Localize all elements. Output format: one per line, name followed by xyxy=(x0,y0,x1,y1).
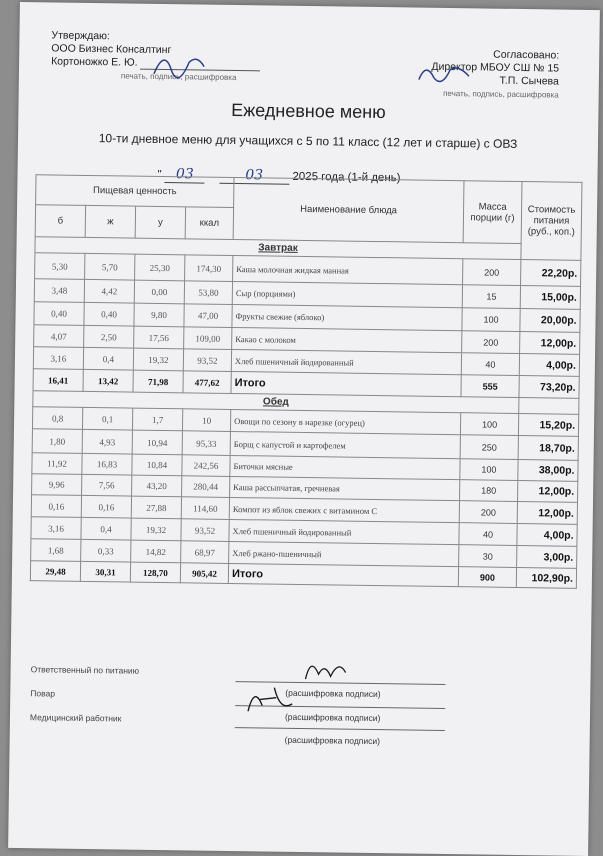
total-fat: 30,31 xyxy=(80,561,130,582)
cook-label: Повар xyxy=(30,688,56,699)
dish-name: Хлеб ржано-пшеничный xyxy=(229,541,459,566)
total-cost: 73,20р. xyxy=(519,376,579,399)
carb-cell: 9,80 xyxy=(134,303,184,327)
cook-signature xyxy=(240,681,300,718)
carb-cell: 17,56 xyxy=(134,326,184,349)
protein-cell: 11,92 xyxy=(32,453,82,475)
approval-heading: Утверждаю: xyxy=(51,29,110,43)
lunch-rows xyxy=(31,407,579,569)
protein-cell: 1,80 xyxy=(32,429,82,454)
page-title: Ежедневное меню xyxy=(231,99,386,123)
responsible-decode: (расшифровка подписи) xyxy=(285,687,381,700)
fat-cell: 16,83 xyxy=(82,453,132,475)
mass-cell: 200 xyxy=(462,331,520,354)
approval-name: Кортоножко Е. Ю. xyxy=(51,55,138,69)
lunch-section: Обед xyxy=(33,391,519,414)
fat-cell: 0,16 xyxy=(81,495,131,518)
responsible-signature xyxy=(300,654,350,685)
kcal-cell: 242,56 xyxy=(182,455,230,477)
protein-cell: 0,16 xyxy=(31,495,81,518)
protein-cell: 3,48 xyxy=(34,279,84,303)
carb-cell: 10,84 xyxy=(132,454,182,476)
menu-document xyxy=(8,2,600,856)
total-label: Итого xyxy=(231,371,461,396)
kcal-cell: 93,52 xyxy=(183,349,231,372)
carb-cell: 0,00 xyxy=(134,280,184,304)
kcal-cell: 93,52 xyxy=(181,519,229,542)
protein-cell: 0,40 xyxy=(34,302,84,326)
breakfast-section: Завтрак xyxy=(35,237,521,260)
total-fat: 13,42 xyxy=(83,369,133,392)
kcal-cell: 174,30 xyxy=(185,255,233,282)
date-month: 03 xyxy=(219,167,289,185)
cost-cell: 4,00р. xyxy=(517,523,577,546)
kcal-cell: 68,97 xyxy=(181,541,229,564)
mass-cell: 100 xyxy=(462,308,520,332)
kcal-cell: 95,33 xyxy=(182,431,230,456)
carb-header: у xyxy=(135,206,185,239)
breakfast-rows xyxy=(33,253,581,377)
medic-signature-line xyxy=(235,727,445,731)
dish-name: Компот из яблок свежих с витамином С xyxy=(229,497,459,522)
dish-name: Сыр (порциями) xyxy=(232,281,462,307)
date-quote: " xyxy=(157,168,162,181)
dish-name: Биточки мясные xyxy=(230,455,460,479)
cost-cell: 22,20р. xyxy=(521,260,581,287)
protein-cell: 3,16 xyxy=(31,517,81,540)
dish-name: Хлеб пшеничный йодированный xyxy=(231,349,461,374)
mass-cell: 100 xyxy=(460,413,518,436)
nutrition-header: Пищевая ценность xyxy=(36,175,234,208)
kcal-cell: 280,44 xyxy=(182,476,230,498)
dish-name: Каша молочная жидкая манная xyxy=(233,255,463,284)
protein-cell: 1,68 xyxy=(31,539,81,562)
kcal-cell: 109,00 xyxy=(184,327,232,350)
cost-cell: 12,00р. xyxy=(517,501,577,524)
total-mass: 900 xyxy=(458,567,516,588)
agreement-note: печать, подпись, расшифровка xyxy=(443,88,559,100)
fat-cell: 0,40 xyxy=(84,302,134,326)
cost-cell: 38,00р. xyxy=(518,459,578,481)
total-kcal: 905,42 xyxy=(180,563,228,584)
carb-cell: 25,30 xyxy=(135,254,185,281)
mass-header: Масса порции (г) xyxy=(463,181,522,244)
total-carb: 71,98 xyxy=(133,370,183,393)
cost-cell: 15,20р. xyxy=(518,413,578,436)
menu-table xyxy=(30,174,583,589)
approval-org: ООО Бизнес Консалтинг xyxy=(51,42,172,57)
kcal-cell: 114,60 xyxy=(181,497,229,520)
dish-name: Фрукты свежие (яблоко) xyxy=(232,304,462,330)
mass-cell: 30 xyxy=(459,545,517,568)
carb-cell: 1,7 xyxy=(132,408,182,431)
mass-cell: 250 xyxy=(460,435,518,460)
carb-cell: 43,20 xyxy=(132,475,182,497)
cost-cell: 18,70р. xyxy=(518,435,578,460)
cost-cell: 12,00р. xyxy=(520,332,580,355)
dish-name: Борщ с капустой и картофелем xyxy=(230,431,460,458)
page-subtitle: 10-ти дневное меню для учащихся с 5 по 11 класс (12 лет и старше) с ОВЗ xyxy=(98,131,518,151)
fat-cell: 0,4 xyxy=(83,347,133,370)
mass-cell: 180 xyxy=(460,480,518,502)
total-cost: 102,90р. xyxy=(516,567,576,588)
protein-cell: 3,16 xyxy=(33,347,83,370)
agreement-name: Т.П. Сычева xyxy=(499,74,559,88)
kcal-header: ккал xyxy=(185,207,233,240)
fat-cell: 5,70 xyxy=(85,253,135,280)
carb-cell: 10,94 xyxy=(132,430,182,455)
dish-name: Какао с молоком xyxy=(232,327,462,352)
cost-cell: 12,00р. xyxy=(518,480,578,502)
cook-decode: (расшифровка подписи) xyxy=(284,711,381,724)
fat-cell: 7,56 xyxy=(82,474,132,496)
approval-note: печать, подпись, расшифровка xyxy=(120,71,237,83)
cost-header: Стоимость питания (руб., коп.) xyxy=(521,182,582,261)
carb-cell: 14,82 xyxy=(131,540,181,563)
fat-cell: 2,50 xyxy=(84,325,134,348)
mass-cell: 15 xyxy=(462,285,520,309)
agreement-signature xyxy=(414,60,474,91)
kcal-cell: 53,80 xyxy=(184,281,232,305)
cost-cell: 15,00р. xyxy=(520,286,580,310)
protein-cell: 4,07 xyxy=(34,325,84,348)
protein-cell: 0,8 xyxy=(32,407,82,430)
total-carb: 128,70 xyxy=(130,562,180,583)
fat-cell: 4,93 xyxy=(82,429,132,454)
carb-cell: 19,32 xyxy=(133,348,183,371)
dish-name: Хлеб пшеничный йодированный xyxy=(229,519,459,544)
kcal-cell: 10 xyxy=(182,409,230,432)
kcal-cell: 47,00 xyxy=(184,304,232,328)
mass-cell: 40 xyxy=(459,523,517,546)
cost-cell: 20,00р. xyxy=(520,309,580,333)
total-protein: 16,41 xyxy=(33,369,83,392)
protein-header: б xyxy=(35,205,85,238)
medic-decode: (расшифровка подписи) xyxy=(284,734,381,747)
cost-cell: 4,00р. xyxy=(519,354,579,377)
agreement-role: Директор МБОУ СШ № 15 xyxy=(431,60,560,75)
approval-signature xyxy=(149,44,210,85)
fat-header: ж xyxy=(85,205,135,238)
date-day: 03 xyxy=(165,166,205,184)
dish-name: Каша рассыпчатая, гречневая xyxy=(230,476,460,500)
mass-cell: 200 xyxy=(459,501,517,524)
carb-cell: 27,88 xyxy=(131,496,181,519)
fat-cell: 4,42 xyxy=(84,279,134,303)
responsible-label: Ответственный по питанию xyxy=(30,664,140,676)
total-protein: 29,48 xyxy=(30,561,80,582)
dish-name: Овощи по сезону в нарезке (огурец) xyxy=(230,409,460,434)
fat-cell: 0,33 xyxy=(81,539,131,562)
protein-cell: 9,96 xyxy=(32,474,82,496)
total-mass: 555 xyxy=(461,375,519,398)
fat-cell: 0,1 xyxy=(82,407,132,430)
cost-cell: 3,00р. xyxy=(517,545,577,568)
mass-cell: 100 xyxy=(460,459,518,481)
total-kcal: 477,62 xyxy=(183,371,231,394)
dish-header: Наименование блюда xyxy=(233,177,464,242)
date-year: 2025 года (1-й день) xyxy=(292,170,401,185)
protein-cell: 5,30 xyxy=(35,253,85,280)
mass-cell: 40 xyxy=(461,353,519,376)
carb-cell: 19,32 xyxy=(131,518,181,541)
agreement-heading: Согласовано: xyxy=(493,48,560,62)
total-label: Итого xyxy=(228,563,458,586)
mass-cell: 200 xyxy=(463,259,521,286)
fat-cell: 0,4 xyxy=(81,517,131,540)
medic-label: Медицинский работник xyxy=(29,712,122,724)
